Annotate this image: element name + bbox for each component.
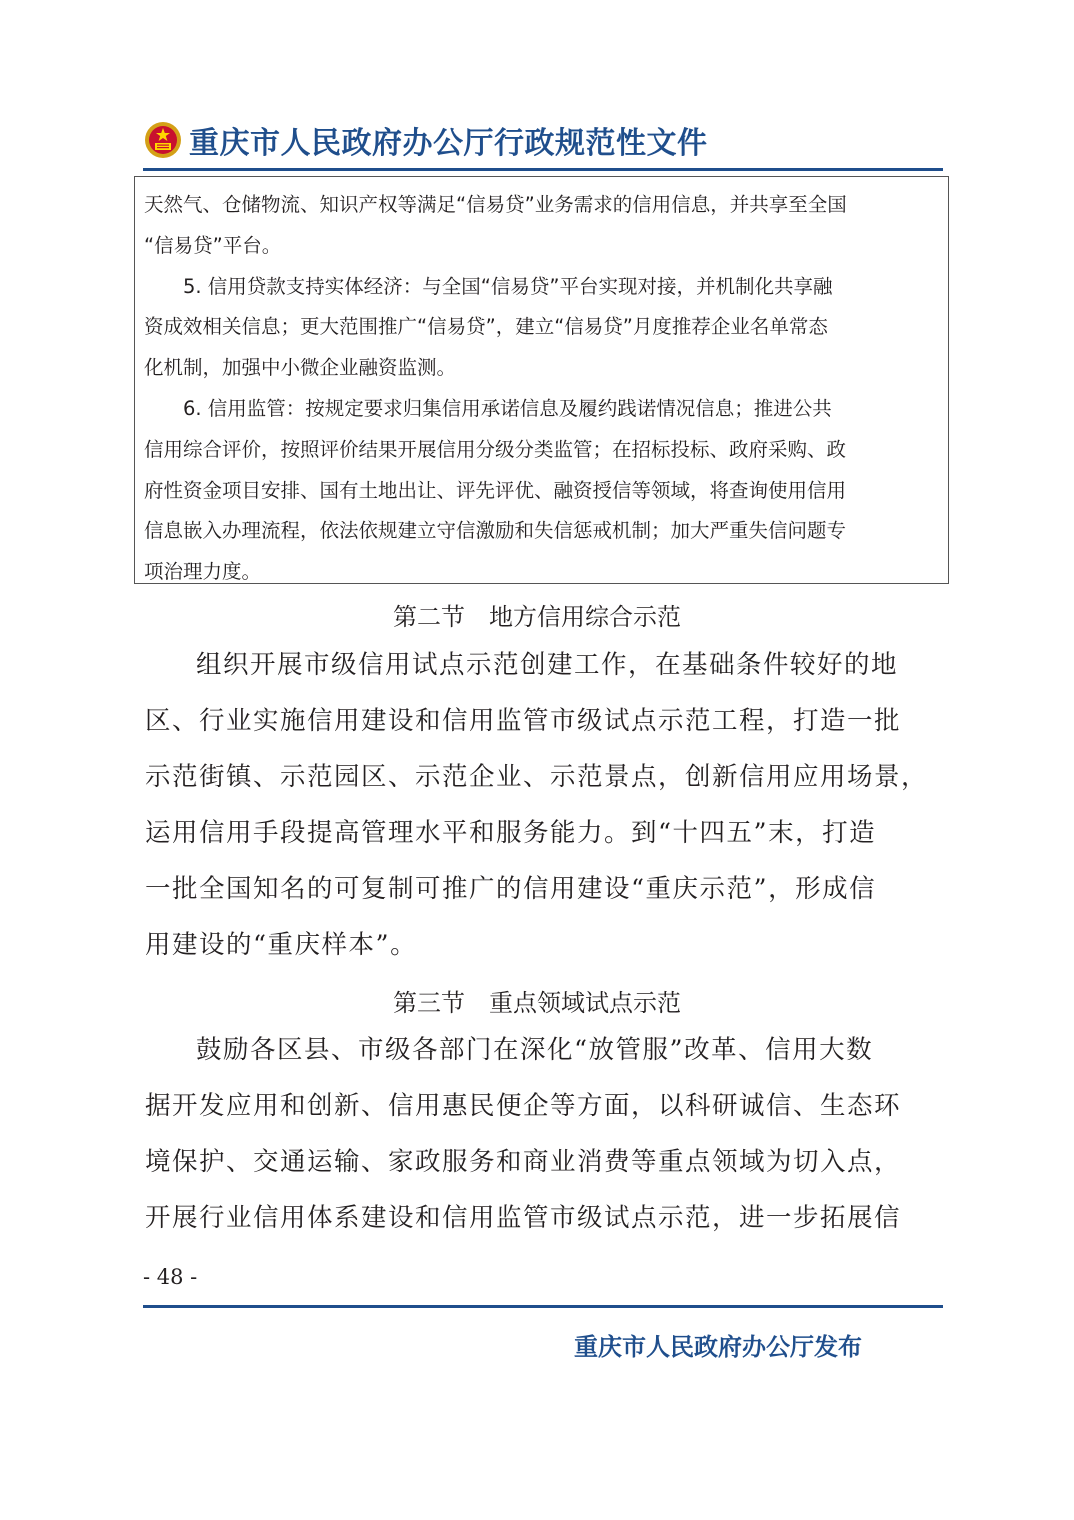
page-number: - 48 - xyxy=(143,1265,198,1289)
text-line: 项治理力度。 xyxy=(144,560,262,584)
text-line: 信用综合评价，按照评价结果开展信用分级分类监管；在招标投标、政府采购、政 xyxy=(144,437,847,461)
section-3-body xyxy=(145,1022,942,1246)
header-title: 重庆市人民政府办公厅行政规范性文件 xyxy=(189,126,708,161)
text-line: 运用信用手段提高管理水平和服务能力。到“十四五”末，打造 xyxy=(145,818,877,848)
text-line: 区、行业实施信用建设和信用监管市级试点示范工程，打造一批 xyxy=(145,706,902,736)
text-line: 据开发应用和创新、信用惠民便企等方面，以科研诚信、生态环 xyxy=(145,1091,902,1121)
text-line: 示范街镇、示范园区、示范企业、示范景点，创新信用应用场景， xyxy=(145,762,929,792)
text-line: 境保护、交通运输、家政服务和商业消费等重点领域为切入点， xyxy=(145,1147,902,1177)
footer-publisher: 重庆市人民政府办公厅发布 xyxy=(574,1333,862,1361)
box-paragraph-1 xyxy=(144,185,940,267)
text-line: 天然气、仓储物流、知识产权等满足“信易贷”业务需求的信用信息，并共享至全国 xyxy=(144,193,847,216)
text-line: 开展行业信用体系建设和信用监管市级试点示范，进一步拓展信 xyxy=(145,1203,902,1233)
section-heading-2: 第二节 地方信用综合示范 xyxy=(393,603,681,631)
box-paragraph-3 xyxy=(144,389,940,593)
text-line: 化机制，加强中小微企业融资监测。 xyxy=(144,356,457,380)
text-line: 信息嵌入办理流程，依法依规建立守信激励和失信惩戒机制；加大严重失信问题专 xyxy=(144,519,847,543)
text-line: 用建设的“重庆样本”。 xyxy=(145,930,418,960)
text-line: 一批全国知名的可复制可推广的信用建设“重庆示范”，形成信 xyxy=(145,874,877,904)
text-line: 5. 信用贷款支持实体经济：与全国“信易贷”平台实现对接，并机制化共享融 xyxy=(183,274,833,298)
box-paragraph-2 xyxy=(144,267,940,389)
text-line: 鼓励各区县、市级各部门在深化“放管服”改革、信用大数 xyxy=(196,1035,874,1065)
header-divider xyxy=(143,168,943,171)
text-line: “信易贷”平台。 xyxy=(144,233,282,257)
text-line: 府性资金项目安排、国有土地出让、评先评优、融资授信等领域，将查询使用信用 xyxy=(144,478,847,502)
text-line: 资成效相关信息；更大范围推广“信易贷”，建立“信易贷”月度推荐企业名单常态 xyxy=(144,315,828,339)
section-2-body xyxy=(145,637,942,973)
text-line: 组织开展市级信用试点示范创建工作，在基础条件较好的地 xyxy=(196,650,899,680)
text-line: 6. 信用监管：按规定要求归集信用承诺信息及履约践诺情况信息；推进公共 xyxy=(183,396,832,420)
national-emblem-icon xyxy=(143,120,183,160)
document-header xyxy=(143,118,708,162)
footer-divider xyxy=(143,1305,943,1308)
info-box xyxy=(134,176,949,584)
section-heading-3: 第三节 重点领域试点示范 xyxy=(393,989,681,1017)
